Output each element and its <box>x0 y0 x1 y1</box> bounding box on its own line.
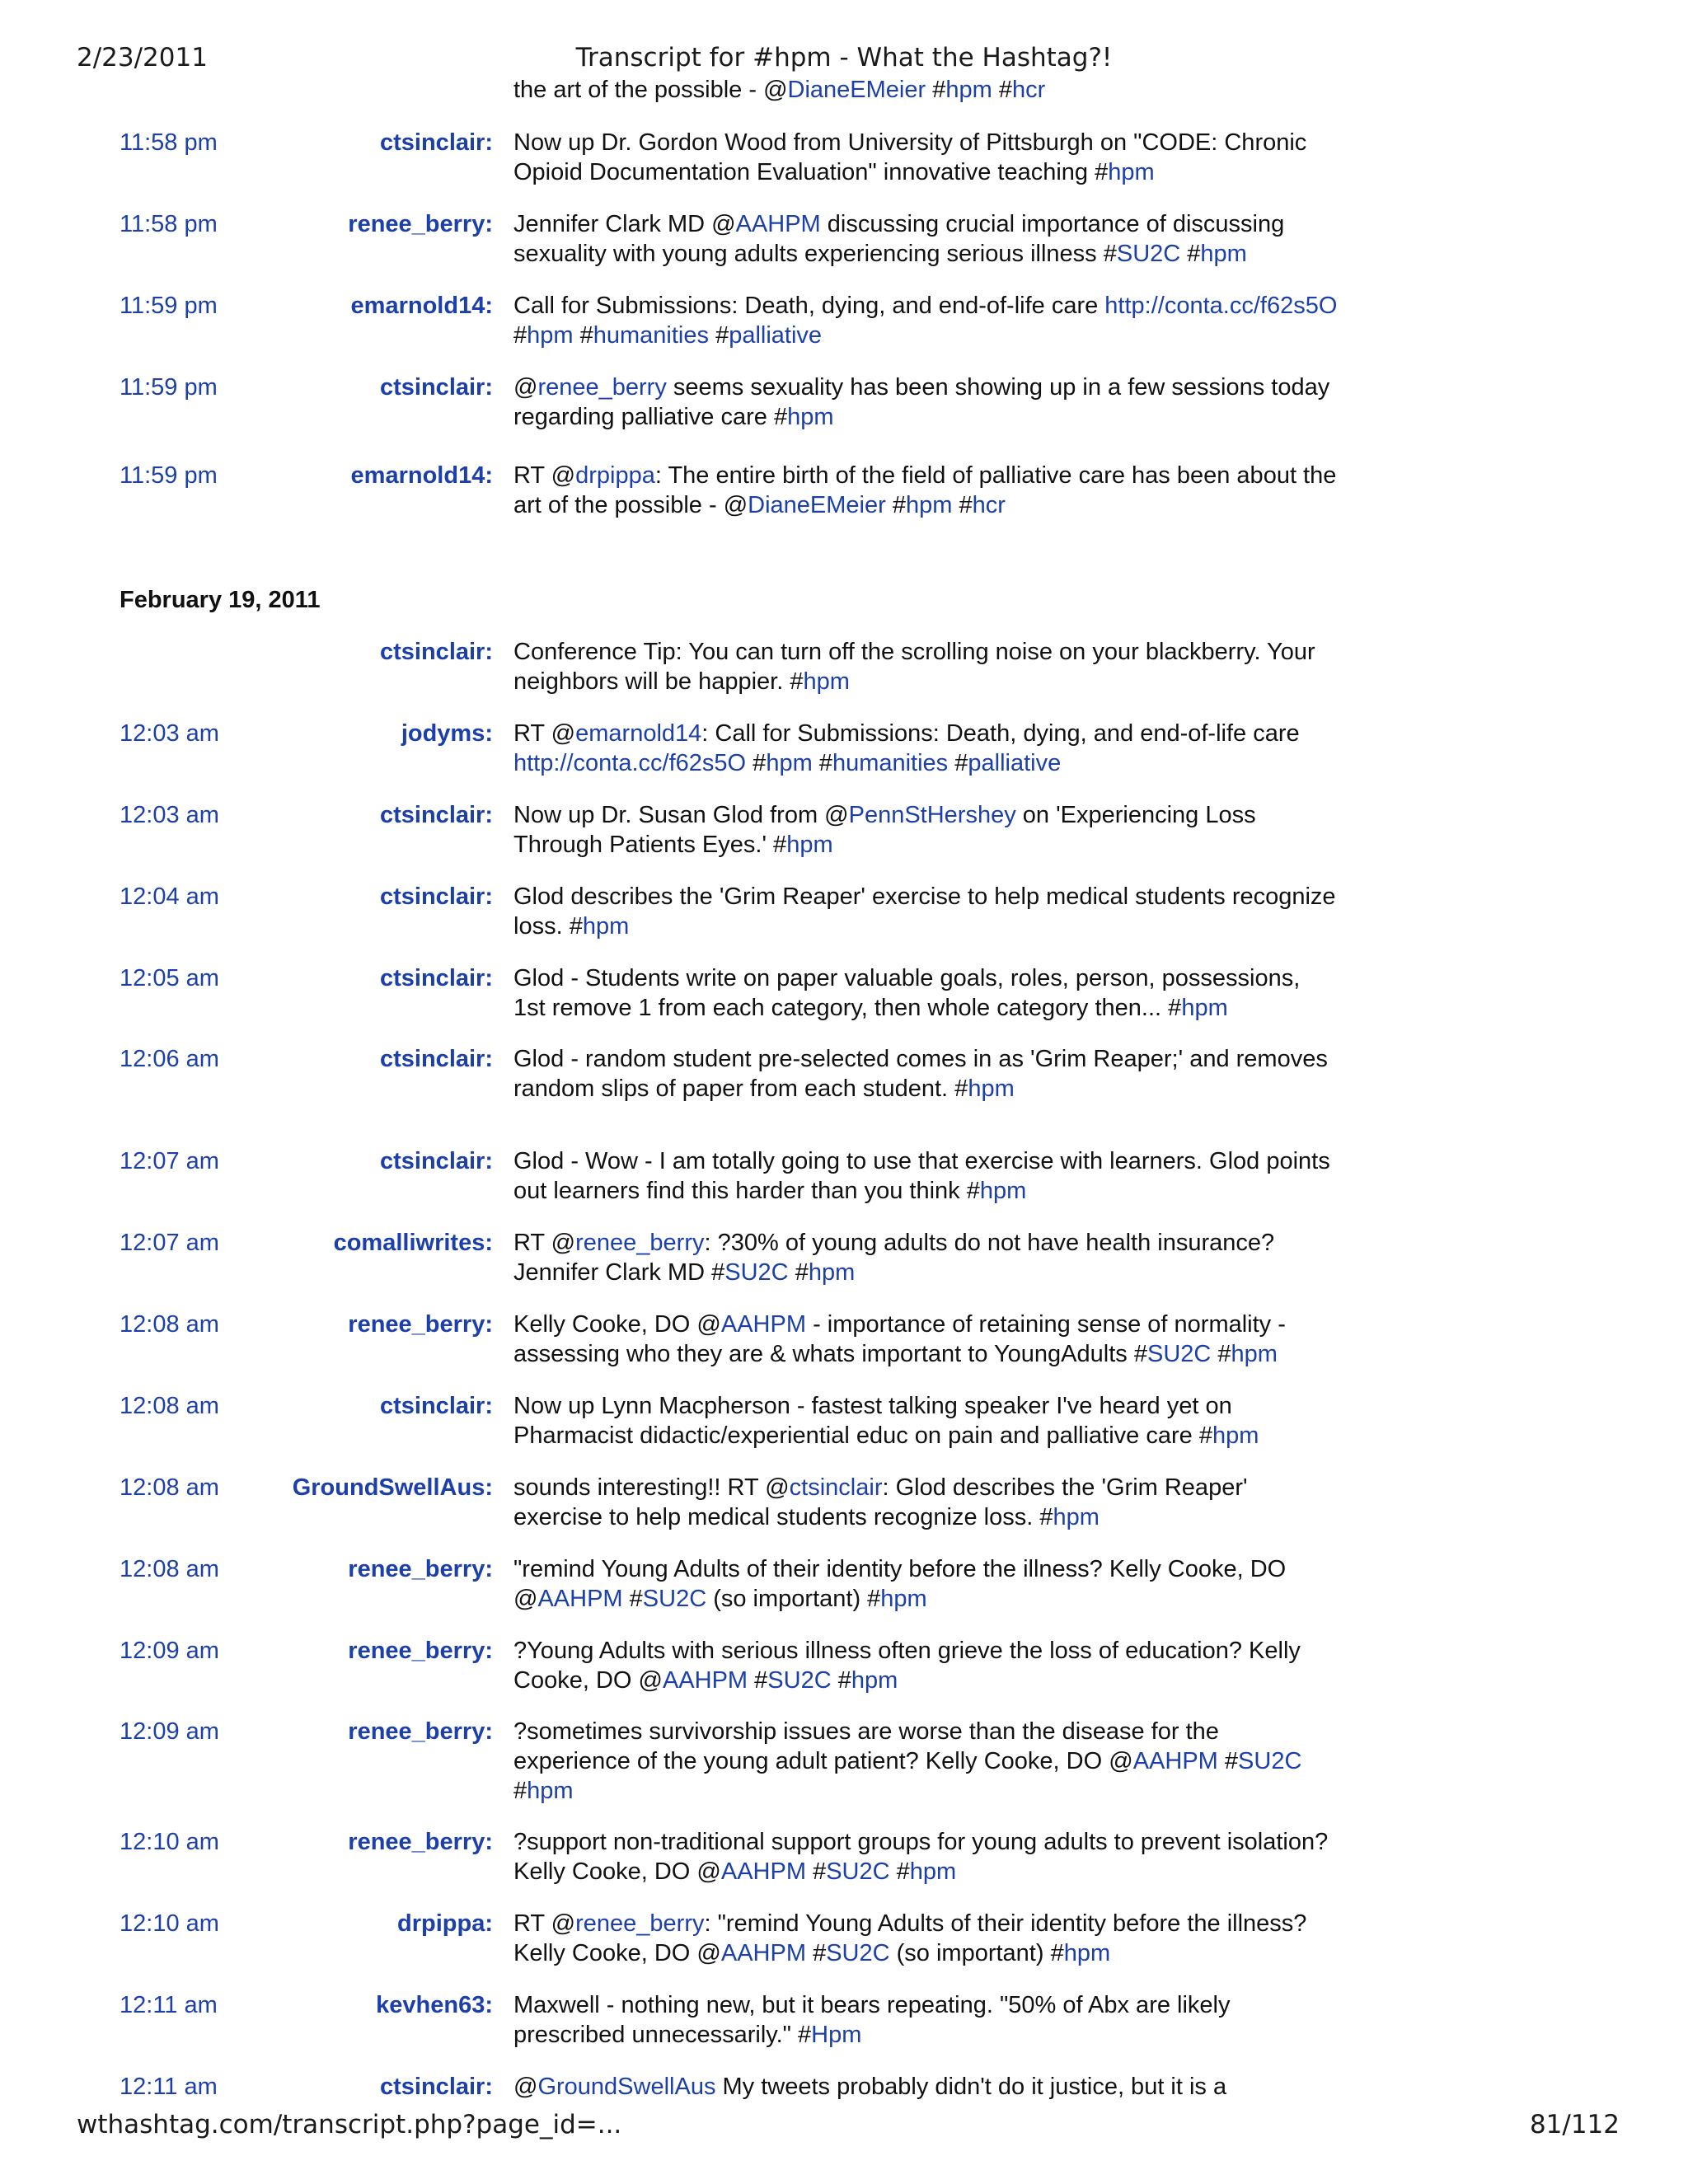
hashtag-link[interactable]: hpm <box>968 1076 1015 1102</box>
tweet-text: RT @emarnold14: Call for Submissions: Death, dying, and end-of-life care http://conta.cc/f62s5O #hpm #humanities #palliative <box>513 720 1300 776</box>
tweet-time-link[interactable]: 12:10 am <box>120 1829 219 1855</box>
tweet-time-link[interactable]: 11:58 pm <box>120 129 218 156</box>
hashtag-link[interactable]: SU2C <box>826 1940 890 1966</box>
hashtag-link[interactable]: hpm <box>1108 159 1155 185</box>
tweet-username-link[interactable]: GroundSwellAus: <box>292 1474 493 1501</box>
continued-tweet-text: the art of the possible - @DianeEMeier #hpm #hcr <box>513 77 1046 103</box>
hashtag-link[interactable]: hpm <box>1063 1940 1111 1966</box>
tweet-time-link[interactable]: 12:03 am <box>120 802 219 828</box>
tweet-text: @GroundSwellAus My tweets probably didn't do it justice, but it is a <box>513 2074 1227 2100</box>
url-link[interactable]: http://conta.cc/f62s5O <box>513 750 747 776</box>
hashtag-link[interactable]: hpm <box>786 832 833 858</box>
hashtag-link[interactable]: hpm <box>1200 241 1247 267</box>
hashtag-link[interactable]: hpm <box>1212 1422 1259 1449</box>
date-heading: February 19, 2011 <box>120 587 321 613</box>
mention-link[interactable]: AAHPM <box>720 1311 807 1338</box>
hashtag-link[interactable]: hpm <box>808 1259 856 1286</box>
tweet-text: RT @drpippa: The entire birth of the field of palliative care has been about the art of the possible - @DianeEMeier #hpm #hcr <box>513 462 1337 518</box>
print-date: 2/23/2011 <box>77 43 208 73</box>
tweet-time-link[interactable]: 12:09 am <box>120 1718 219 1745</box>
tweet-time-link[interactable]: 12:07 am <box>120 1230 219 1256</box>
tweet-text: Call for Submissions: Death, dying, and end-of-life care http://conta.cc/f62s5O #hpm #humanities #palliative <box>513 293 1338 349</box>
hashtag-link[interactable]: palliative <box>968 750 1062 776</box>
tweet-username-link[interactable]: kevhen63: <box>376 1992 493 2018</box>
mention-link[interactable]: ctsinclair <box>789 1474 883 1501</box>
hashtag-link[interactable]: hpm <box>527 1778 574 1804</box>
hashtag-link[interactable]: hpm <box>1181 995 1228 1021</box>
tweet-time-link[interactable]: 12:08 am <box>120 1393 219 1419</box>
tweet-text: sounds interesting!! RT @ctsinclair: Glod describes the 'Grim Reaper' exercise to help medical students recognize loss. #hpm <box>513 1474 1248 1530</box>
tweet-text: Glod - random student pre-selected comes in as 'Grim Reaper;' and removes random slips of paper from each student. #hpm <box>513 1046 1328 1102</box>
hashtag-link[interactable]: hpm <box>582 913 630 940</box>
mention-link[interactable]: renee_berry <box>575 1230 705 1256</box>
tweet-text: "remind Young Adults of their identity before the illness? Kelly Cooke, DO @AAHPM #SU2C (so important) #hpm <box>513 1556 1287 1612</box>
tweet-username-link[interactable]: renee_berry: <box>348 1718 493 1745</box>
hashtag-link[interactable]: SU2C <box>642 1586 707 1612</box>
tweet-username-link[interactable]: renee_berry: <box>348 1638 493 1664</box>
print-title: Transcript for #hpm - What the Hashtag?! <box>575 43 1113 73</box>
tweet-text: ?Young Adults with serious illness often grieve the loss of education? Kelly Cooke, DO @AAHPM #SU2C #hpm <box>513 1638 1301 1694</box>
hashtag-link[interactable]: humanities <box>593 322 710 349</box>
hashtag-link[interactable]: SU2C <box>1146 1341 1212 1367</box>
tweet-time-link[interactable]: 12:11 am <box>120 1992 218 2018</box>
tweet-username-link[interactable]: jodyms: <box>401 720 493 747</box>
mention-link[interactable]: AAHPM <box>537 1586 623 1612</box>
tweet-time-link[interactable]: 12:03 am <box>120 720 219 747</box>
tweet-text: Glod - Students write on paper valuable goals, roles, person, possessions, 1st remove 1 from each category, then whole category then... #hpm <box>513 965 1301 1021</box>
page-number: 81/112 <box>1529 2110 1620 2139</box>
mention-link[interactable]: AAHPM <box>735 211 821 237</box>
mention-link[interactable]: renee_berry <box>537 374 667 401</box>
mention-link[interactable]: GroundSwellAus <box>537 2074 716 2100</box>
tweet-text: Now up Lynn Macpherson - fastest talking speaker I've heard yet on Pharmacist didactic/experiential educ on pain and palliative care #hpm <box>513 1393 1259 1449</box>
tweet-username-link[interactable]: comalliwrites: <box>333 1230 493 1256</box>
tweet-time-link[interactable]: 12:05 am <box>120 965 219 991</box>
tweet-text: ?sometimes survivorship issues are worse than the disease for the experience of the young adult patient? Kelly Cooke, DO @AAHPM #SU2C #hpm <box>513 1718 1302 1804</box>
tweet-time-link[interactable]: 12:08 am <box>120 1311 219 1338</box>
tweet-time-link[interactable]: 12:04 am <box>120 883 219 910</box>
tweet-time-link[interactable]: 12:09 am <box>120 1638 219 1664</box>
hashtag-link[interactable]: hcr <box>972 492 1006 518</box>
tweet-text: @renee_berry seems sexuality has been showing up in a few sessions today regarding palliative care #hpm <box>513 374 1330 430</box>
tweet-username-link[interactable]: ctsinclair: <box>380 1148 493 1174</box>
tweet-text: Maxwell - nothing new, but it bears repeating. "50% of Abx are likely prescribed unnecessarily." #Hpm <box>513 1992 1231 2048</box>
hashtag-link[interactable]: hpm <box>1231 1341 1278 1367</box>
tweet-username-link[interactable]: ctsinclair: <box>380 639 493 665</box>
mention-link[interactable]: AAHPM <box>720 1858 807 1885</box>
print-footer <box>0 2110 1688 2146</box>
mention-link[interactable]: DianeEMeier <box>748 492 886 518</box>
tweet-text: Now up Dr. Susan Glod from @PennStHershey on 'Experiencing Loss Through Patients Eyes.' #hpm <box>513 802 1256 858</box>
hashtag-link[interactable]: hcr <box>1011 77 1046 103</box>
tweet-text: RT @renee_berry: "remind Young Adults of their identity before the illness? Kelly Cooke, DO @AAHPM #SU2C (so important) #hpm <box>513 1910 1307 1966</box>
tweet-username-link[interactable]: emarnold14: <box>350 462 493 489</box>
tweet-time-link[interactable]: 11:59 pm <box>120 293 218 319</box>
mention-link[interactable]: AAHPM <box>720 1940 807 1966</box>
tweet-time-link[interactable]: 12:10 am <box>120 1910 219 1937</box>
tweet-username-link[interactable]: ctsinclair: <box>380 802 493 828</box>
tweet-username-link[interactable]: drpippa: <box>397 1910 493 1937</box>
tweet-username-link[interactable]: ctsinclair: <box>380 883 493 910</box>
tweet-text: Conference Tip: You can turn off the scrolling noise on your blackberry. Your neighbors will be happier. #hpm <box>513 639 1315 695</box>
tweet-text: Now up Dr. Gordon Wood from University of Pittsburgh on "CODE: Chronic Opioid Documentation Evaluation" innovative teaching #hpm <box>513 129 1307 185</box>
tweet-text: Jennifer Clark MD @AAHPM discussing crucial importance of discussing sexuality with young adults experiencing serious illness #SU2C #hpm <box>513 211 1285 267</box>
hashtag-link[interactable]: hpm <box>766 750 813 776</box>
tweet-username-link[interactable]: emarnold14: <box>350 293 493 319</box>
tweet-text: RT @renee_berry: ?30% of young adults do not have health insurance? Jennifer Clark MD #SU2C #hpm <box>513 1230 1275 1286</box>
footer-url: wthashtag.com/transcript.php?page_id=... <box>77 2110 622 2139</box>
tweet-time-link[interactable]: 11:59 pm <box>120 462 218 489</box>
tweet-time-link[interactable]: 12:07 am <box>120 1148 219 1174</box>
hashtag-link[interactable]: hpm <box>1053 1504 1100 1530</box>
tweet-text: Kelly Cooke, DO @AAHPM - importance of retaining sense of normality - assessing who they are & whats important to YoungAdults #SU2C #hpm <box>513 1311 1286 1367</box>
mention-link[interactable]: AAHPM <box>1132 1748 1218 1774</box>
hashtag-link[interactable]: Hpm <box>811 2022 862 2048</box>
hashtag-link[interactable]: hpm <box>909 1858 957 1885</box>
tweet-username-link[interactable]: renee_berry: <box>348 1311 493 1338</box>
hashtag-link[interactable]: humanities <box>832 750 949 776</box>
mention-link[interactable]: emarnold14 <box>575 720 702 747</box>
tweet-text: Glod - Wow - I am totally going to use that exercise with learners. Glod points out learners find this harder than you think #hpm <box>513 1148 1330 1204</box>
mention-link[interactable]: PennStHershey <box>848 802 1016 828</box>
hashtag-link[interactable]: hpm <box>787 404 834 430</box>
tweet-username-link[interactable]: ctsinclair: <box>380 965 493 991</box>
hashtag-link[interactable]: hpm <box>945 77 992 103</box>
hashtag-link[interactable]: SU2C <box>767 1667 832 1694</box>
hashtag-link[interactable]: hpm <box>527 322 574 349</box>
tweet-time-link[interactable]: 12:06 am <box>120 1046 219 1072</box>
tweet-username-link[interactable]: ctsinclair: <box>380 2074 493 2100</box>
tweet-username-link[interactable]: renee_berry: <box>348 1829 493 1855</box>
tweet-username-link[interactable]: renee_berry: <box>348 211 493 237</box>
tweet-username-link[interactable]: ctsinclair: <box>380 1393 493 1419</box>
hashtag-link[interactable]: hpm <box>880 1586 927 1612</box>
hashtag-link[interactable]: hpm <box>803 668 850 695</box>
mention-link[interactable]: AAHPM <box>662 1667 748 1694</box>
mention-link[interactable]: DianeEMeier <box>787 77 926 103</box>
tweet-text: Glod describes the 'Grim Reaper' exercise to help medical students recognize loss. #hpm <box>513 883 1336 940</box>
tweet-username-link[interactable]: renee_berry: <box>348 1556 493 1582</box>
tweet-time-link[interactable]: 11:59 pm <box>120 374 218 401</box>
hashtag-link[interactable]: SU2C <box>826 1858 890 1885</box>
hashtag-link[interactable]: SU2C <box>1116 241 1181 267</box>
mention-link[interactable]: drpippa <box>575 462 655 489</box>
hashtag-link[interactable]: hpm <box>979 1178 1027 1204</box>
hashtag-link[interactable]: SU2C <box>724 1259 789 1286</box>
tweet-username-link[interactable]: ctsinclair: <box>380 1046 493 1072</box>
url-link[interactable]: http://conta.cc/f62s5O <box>1104 293 1338 319</box>
hashtag-link[interactable]: SU2C <box>1238 1748 1302 1774</box>
mention-link[interactable]: renee_berry <box>575 1910 705 1937</box>
tweet-username-link[interactable]: ctsinclair: <box>380 129 493 156</box>
tweet-time-link[interactable]: 12:08 am <box>120 1474 219 1501</box>
tweet-text: ?support non-traditional support groups for young adults to prevent isolation? Kelly Cooke, DO @AAHPM #SU2C #hpm <box>513 1829 1329 1885</box>
hashtag-link[interactable]: hpm <box>851 1667 898 1694</box>
hashtag-link[interactable]: palliative <box>729 322 823 349</box>
tweet-time-link[interactable]: 12:11 am <box>120 2074 218 2100</box>
tweet-time-link[interactable]: 11:58 pm <box>120 211 218 237</box>
hashtag-link[interactable]: hpm <box>905 492 953 518</box>
tweet-time-link[interactable]: 12:08 am <box>120 1556 219 1582</box>
tweet-username-link[interactable]: ctsinclair: <box>380 374 493 401</box>
